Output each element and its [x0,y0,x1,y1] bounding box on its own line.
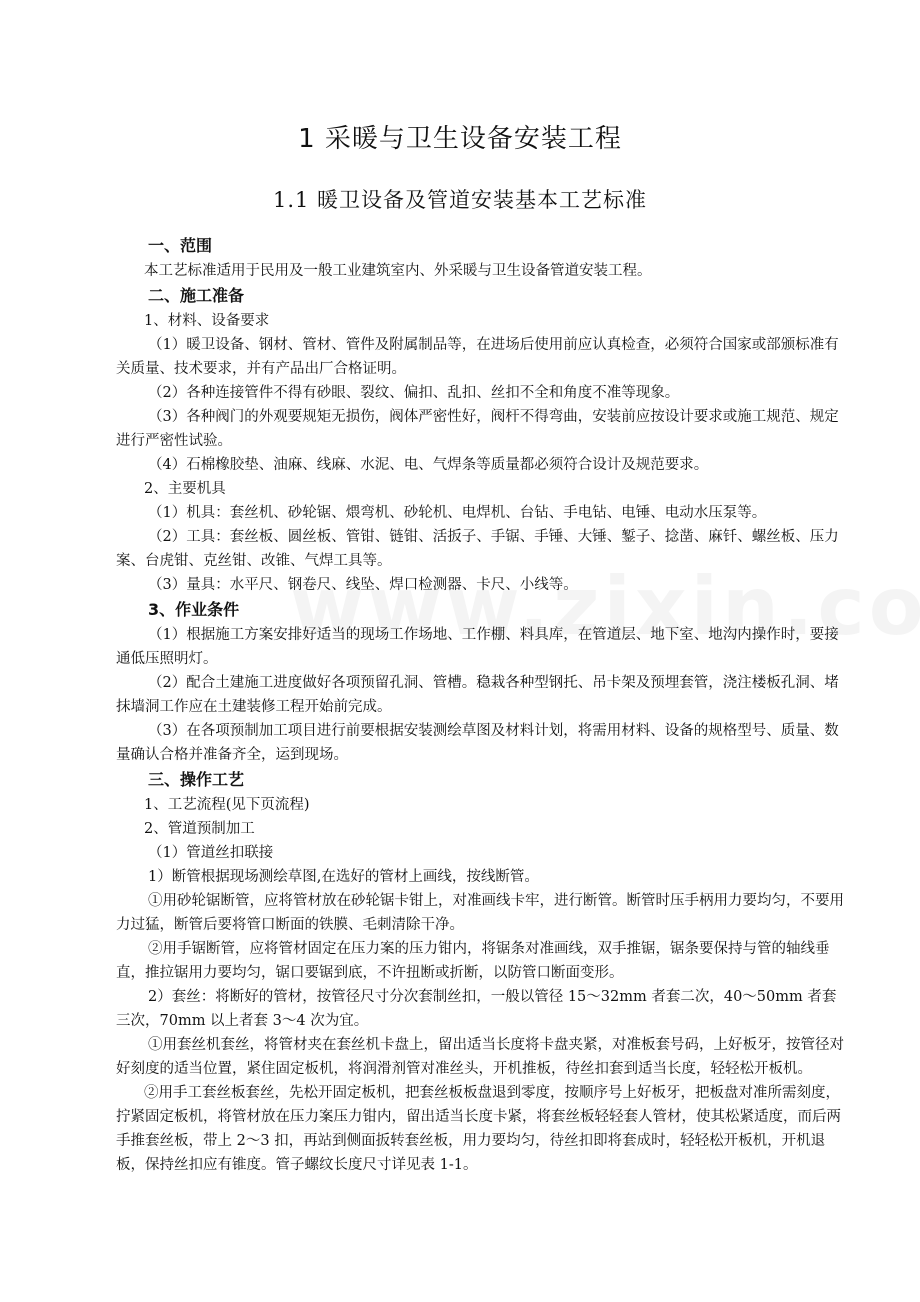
paragraph: （2）各种连接管件不得有砂眼、裂纹、偏扣、乱扣、丝扣不全和角度不准等现象。 [148,385,680,401]
heading-scope: 一、范围 [148,236,213,255]
paragraph: 2）套丝：将断好的管材，按管径尺寸分次套制丝扣，一般以管径 15～32mm 者套二次，40～50mm 者套三次，70mm 以上者套 3～4 次为宜。 [116,989,837,1029]
paragraph: （1）暖卫设备、钢材、管材、管件及附属制品等，在进场后使用前应认真检查，必须符合国家或部颁标准有关质量、技术要求，并有产品出厂合格证明。 [116,337,839,377]
document-body [116,233,848,1177]
paragraph: ②用手锯断管，应将管材固定在压力案的压力钳内，将锯条对准画线，双手推锯，锯条要保持与管的轴线垂直，推拉锯用力要均匀，锯口要锯到底，不许扭断或折断，以防管口断面变形。 [116,941,830,981]
subheading: 2、主要机具 [144,481,226,497]
section-title: 1.1 暖卫设备及管道安装基本工艺标准 [272,188,648,212]
paragraph: ①用套丝机套丝，将管材夹在套丝机卡盘上，留出适当长度将卡盘夹紧，对准板套号码，上好板牙，按管径对好刻度的适当位置，紧住固定板机，将润滑剂管对准丝头，开机推板，待丝扣套到适当长度，轻轻松开板机。 [116,1037,844,1077]
paragraph: （2）工具：套丝板、圆丝板、管钳、链钳、活扳子、手锯、手锤、大锤、錾子、捻凿、麻钎、螺丝板、压力案、台虎钳、克丝钳、改锥、气焊工具等。 [116,529,839,569]
subheading: 1、材料、设备要求 [144,313,270,329]
heading-preparation: 二、施工准备 [148,286,245,305]
heading-process: 三、操作工艺 [148,770,245,789]
document-title: 1 采暖与卫生设备安装工程 [298,124,622,154]
paragraph: 1）断管根据现场测绘草图,在选好的管材上画线，按线断管。 [148,869,539,885]
paragraph: 本工艺标准适用于民用及一般工业建筑室内、外采暖与卫生设备管道安装工程。 [144,263,652,279]
paragraph: （2）配合土建施工进度做好各项预留孔洞、管槽。稳栽各种型钢托、吊卡架及预埋套管，浇注楼板孔洞、堵抹墙洞工作应在土建装修工程开始前完成。 [116,675,839,715]
paragraph: （4）石棉橡胶垫、油麻、线麻、水泥、电、气焊条等质量都必须符合设计及规范要求。 [148,457,709,473]
paragraph: ①用砂轮锯断管，应将管材放在砂轮锯卡钳上，对准画线卡牢，进行断管。断管时压手柄用力要均匀，不要用力过猛，断管后要将管口断面的铁膜、毛刺清除干净。 [116,893,844,933]
paragraph: （1）机具：套丝机、砂轮锯、煨弯机、砂轮机、电焊机、台钻、手电钻、电锤、电动水压泵等。 [148,505,767,521]
subheading: （1）管道丝扣联接 [148,845,274,861]
paragraph: ②用手工套丝板套丝，先松开固定板机，把套丝板板盘退到零度，按顺序号上好板牙，把板盘对准所需刻度，拧紧固定板机，将管材放在压力案压力钳内，留出适当长度卡紧，将套丝板轻轻套人管材，使其松紧适度，而后两手推套丝板，带上 2～3 扣，再站到侧面扳转套丝板，用力要均匀，待丝扣即将套成时，轻轻松开板机，开机退板，保持丝扣应有锥度。管子螺纹长度尺寸详见表 1-1。 [116,1085,841,1173]
heading-conditions: 3、作业条件 [148,600,240,619]
paragraph: （3）量具：水平尺、钢卷尺、线坠、焊口检测器、卡尺、小线等。 [148,577,578,593]
subheading: 1、工艺流程(见下页流程) [144,797,310,813]
subheading: 2、管道预制加工 [144,821,255,837]
paragraph: （3）在各项预制加工项目进行前要根据安装测绘草图及材料计划，将需用材料、设备的规格型号、质量、数量确认合格并准备齐全，运到现场。 [116,723,839,763]
paragraph: （1）根据施工方案安排好适当的现场工作场地、工作棚、料具库，在管道层、地下室、地沟内操作时，要接通低压照明灯。 [116,627,839,667]
paragraph: （3）各种阀门的外观要规矩无损伤，阀体严密性好，阀杆不得弯曲，安装前应按设计要求或施工规范、规定进行严密性试验。 [116,409,839,449]
